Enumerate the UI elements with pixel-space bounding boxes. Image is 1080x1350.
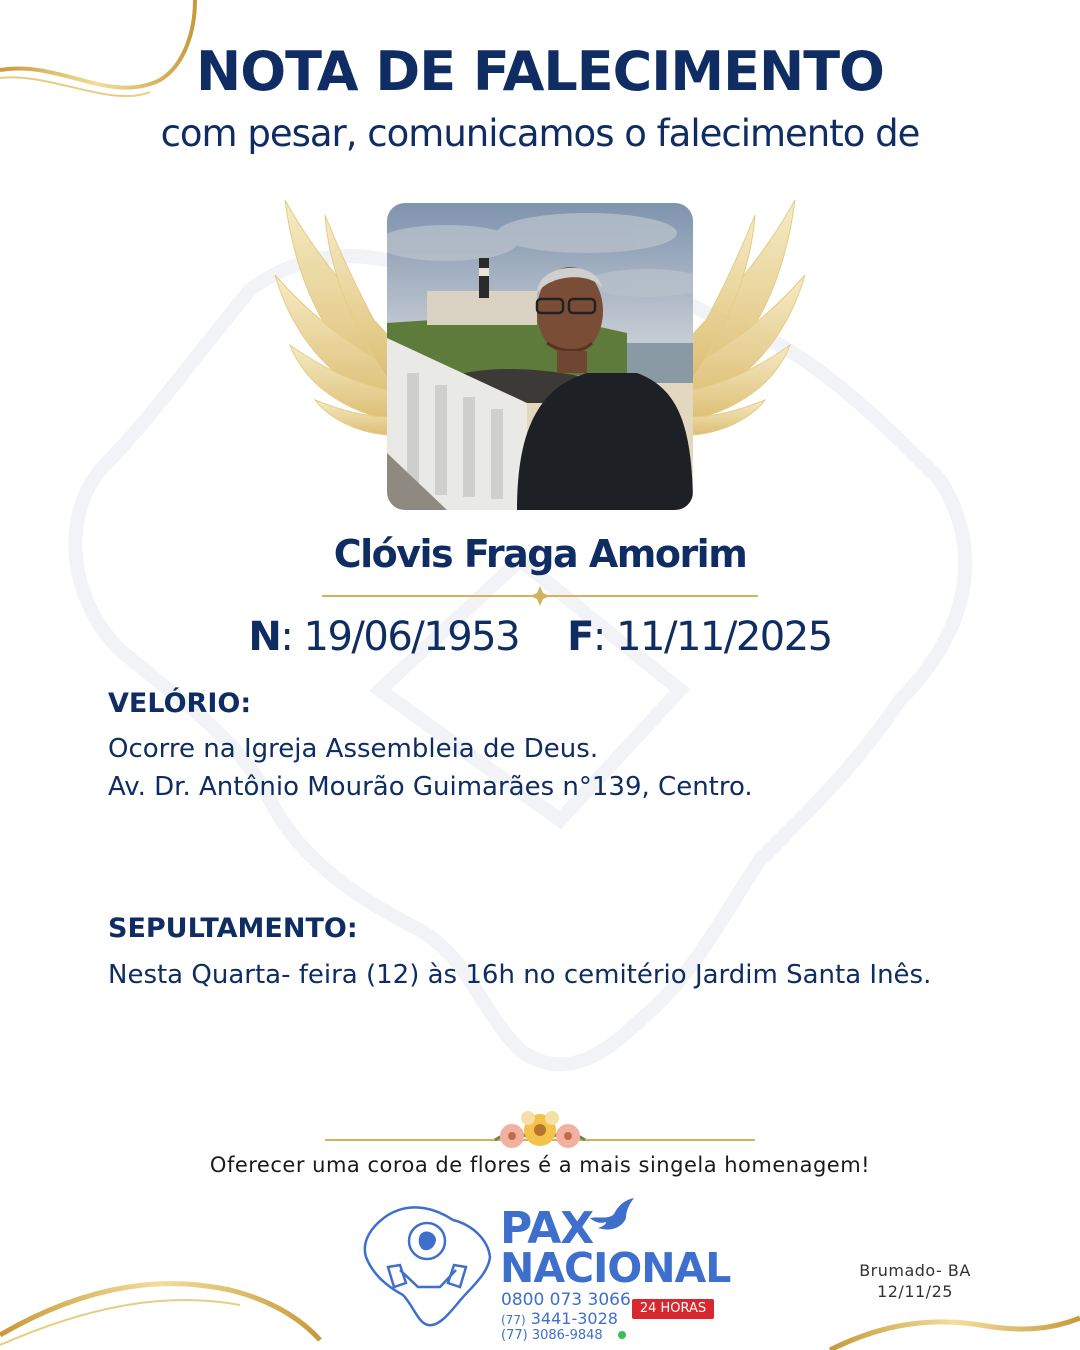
life-dates: N: 19/06/1953 F: 11/11/2025 <box>248 614 832 660</box>
velorio-line-1: Ocorre na Igreja Assembleia de Deus. <box>108 734 599 764</box>
dove-icon <box>588 1196 638 1236</box>
phone-main-area: (77) <box>501 1313 526 1327</box>
whatsapp-icon <box>618 1331 626 1339</box>
location-date <box>836 1260 994 1302</box>
deceased-name: Clóvis Fraga Amorim <box>333 532 747 576</box>
badge-24h: 24 HORAS <box>632 1299 714 1319</box>
brand-name-line-1: PAX <box>500 1203 594 1254</box>
pax-nacional-logo-icon <box>358 1195 496 1330</box>
gold-divider <box>322 586 758 606</box>
phone-whatsapp-area: (77) <box>501 1328 528 1343</box>
phone-whatsapp[interactable] <box>501 1328 603 1343</box>
gold-swoosh-bottom-left <box>0 1284 320 1340</box>
phone-tollfree[interactable]: 0800 073 3066 <box>501 1290 631 1310</box>
death-date: 11/11/2025 <box>616 614 832 660</box>
sepultamento-line-1: Nesta Quarta- feira (12) às 16h no cemitério Jardim Santa Inês. <box>108 960 932 990</box>
tribute-message: Oferecer uma coroa de flores é a mais singela homenagem! <box>209 1153 871 1177</box>
death-label: F <box>567 614 593 660</box>
gold-swoosh-bottom-right <box>830 1318 1080 1350</box>
deceased-photo <box>387 203 693 510</box>
velorio-label: VELÓRIO: <box>108 688 252 719</box>
flower-divider-icon <box>325 1108 755 1158</box>
page-subtitle: com pesar, comunicamos o falecimento de <box>160 112 920 155</box>
phone-main-number: 3441-3028 <box>530 1309 618 1328</box>
location-date-value: 12/11/25 <box>877 1282 953 1301</box>
location-city: Brumado- BA <box>859 1261 971 1280</box>
sepultamento-label: SEPULTAMENTO: <box>108 913 358 944</box>
page-title: NOTA DE FALECIMENTO <box>196 40 884 103</box>
velorio-line-2: Av. Dr. Antônio Mourão Guimarães n°139, Centro. <box>108 772 753 802</box>
brand-name-line-2: NACIONAL <box>500 1244 731 1292</box>
birth-date: 19/06/1953 <box>303 614 520 660</box>
phone-whatsapp-number: 3086-9848 <box>531 1328 603 1343</box>
birth-label: N <box>248 614 281 660</box>
phone-main[interactable] <box>501 1309 618 1328</box>
